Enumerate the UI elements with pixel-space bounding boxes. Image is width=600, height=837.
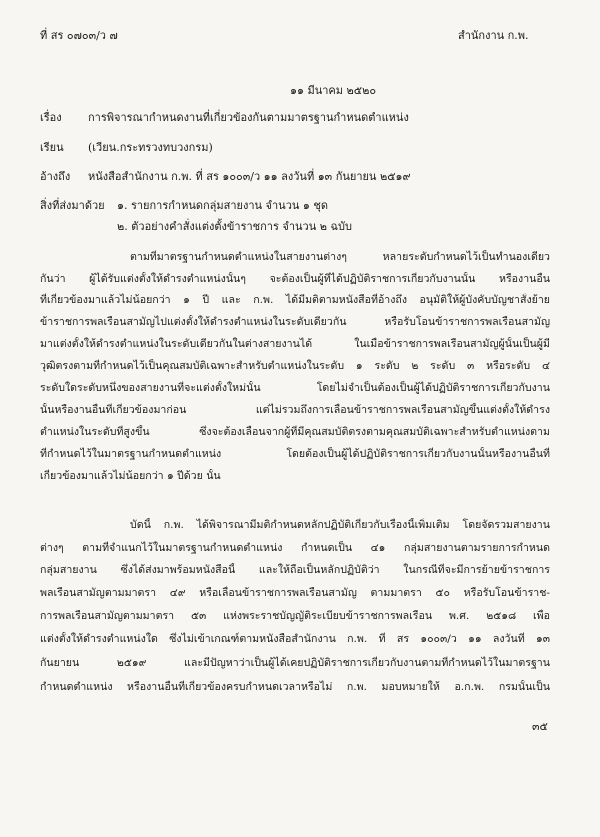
page-number: ๓๕ xyxy=(532,720,548,733)
reference-label: อ้างถึง xyxy=(40,170,71,183)
paragraph-1-line: ข้าราชการพลเรือนสามัญไปแต่งตั้งให้ดำรงตำแหน่งในระดับเดียวกัน หรือรับโอนข้าราชการพลเรือนสามัญ xyxy=(40,316,550,328)
paragraph-1-line: ตำแหน่งในระดับที่สูงขึ้น ซึ่งจะต้องเลื่อนจากผู้ที่มีคุณสมบัติตรงตามคุณสมบัติเฉพาะสำหรับตำแหน่งตาม xyxy=(40,426,550,438)
paragraph-2-line: การพลเรือนสามัญตามมาตรา ๕๓ แห่งพระราชบัญญัติระเบียบข้าราชการพลเรือน พ.ศ. ๒๕๑๘ เพื่อ xyxy=(40,610,550,622)
enclosure-item: ๒. ตัวอย่างคำสั่งแต่งตั้งข้าราชการ จำนวน ๒ ฉบับ xyxy=(117,220,352,233)
letter-date: ๑๑ มีนาคม ๒๕๒๐ xyxy=(290,84,377,97)
reference-value: หนังสือสำนักงาน ก.พ. ที่ สร ๑๐๐๓/ว ๑๑ ลงวันที่ ๑๓ กันยายน ๒๕๑๙ xyxy=(88,170,411,183)
subject-value: การพิจารณากำหนดงานที่เกี่ยวข้องกันตามมาตรฐานกำหนดตำแหน่ง xyxy=(88,111,409,124)
paragraph-1-line: กันว่า ผู้ได้รับแต่งตั้งให้ดำรงตำแหน่งนั้นๆ จะต้องเป็นผู้ที่ได้ปฏิบัติราชการเกี่ยวกับงานนั้น หรืองานอื่น xyxy=(40,273,550,285)
paragraph-2-line: กันยายน ๒๕๑๙ และมีปัญหาว่าเป็นผู้ได้เคยปฏิบัติราชการเกี่ยวกับงานตามที่กำหนดไว้ในมาตรฐาน xyxy=(40,657,550,669)
paragraph-2-line: กลุ่มสายงาน ซึ่งได้ส่งมาพร้อมหนังสือนี้ และให้ถือเป็นหลักปฏิบัติว่า ในกรณีที่จะมีการย้ายข้าราชการ xyxy=(40,564,550,576)
paragraph-2-line: กำหนดตำแหน่ง หรืองานอื่นที่เกี่ยวข้องครบกำหนดเวลาหรือไม่ ก.พ. มอบหมายให้ อ.ก.พ. กรมนั้นเป็น xyxy=(40,681,550,693)
issuing-office: สำนักงาน ก.พ. xyxy=(458,29,529,42)
reference-number: ที่ สร ๐๗๐๓/ว ๗ xyxy=(40,29,118,42)
enclosure-item: ๑. รายการกำหนดกลุ่มสายงาน จำนวน ๑ ชุด xyxy=(117,199,328,212)
paragraph-1-line: เกี่ยวข้องมาแล้วไม่น้อยกว่า ๑ ปีด้วย นั้น xyxy=(40,470,221,482)
paragraph-1-line: มาแต่งตั้งให้ดำรงตำแหน่งในระดับเดียวกันในต่างสายงานได้ ในเมื่อข้าราชการพลเรือนสามัญผู้นั้นเป็นผู้มี xyxy=(40,338,550,350)
recipient-label: เรียน xyxy=(40,141,64,154)
paragraph-2-line: แต่งตั้งให้ดำรงตำแหน่งใด ซึ่งไม่เข้าเกณฑ์ตามหนังสือสำนักงาน ก.พ. ที่ สร ๑๐๐๓/ว ๑๑ ลงวันที่ ๑๓ xyxy=(40,633,550,645)
enclosures-label: สิ่งที่ส่งมาด้วย xyxy=(40,199,105,212)
paragraph-1-line: ที่กำหนดไว้ในมาตรฐานกำหนดตำแหน่ง โดยต้องเป็นผู้ได้ปฏิบัติราชการเกี่ยวกับงานนั้นหรืองานอื่นที่ xyxy=(40,448,550,460)
paragraph-1-line: นั้นหรืองานอื่นที่เกี่ยวข้องมาก่อน แต่ไม่รวมถึงการเลื่อนข้าราชการพลเรือนสามัญขึ้นแต่งตั้งให้ดำรง xyxy=(40,404,550,416)
paragraph-1-line: ที่เกี่ยวข้องมาแล้วไม่น้อยกว่า ๑ ปี และ ก.พ. ได้มีมติตามหนังสือที่อ้างถึง อนุมัติให้ผู้บังคับบัญชาสั่งย้าย xyxy=(40,294,550,306)
paragraph-2-line: ต่างๆ ตามที่จำแนกไว้ในมาตรฐานกำหนดตำแหน่ง กำหนดเป็น ๔๑ กลุ่มสายงานตามรายการกำหนด xyxy=(40,542,550,554)
paragraph-1-line: ตามที่มาตรฐานกำหนดตำแหน่งในสายงานต่างๆ หลายระดับกำหนดไว้เป็นทำนองเดียว xyxy=(130,251,550,263)
paragraph-1-line: ระดับใดระดับหนึ่งของสายงานที่จะแต่งตั้งใหม่นั้น โดยไม่จำเป็นต้องเป็นผู้ได้ปฏิบัติราชการเกี่ยวกับงาน xyxy=(40,382,550,394)
paragraph-1-line: วุฒิตรงตามที่กำหนดไว้เป็นคุณสมบัติเฉพาะสำหรับตำแหน่งในระดับ ๑ ระดับ ๒ ระดับ ๓ หรือระดับ ๔ xyxy=(40,360,550,372)
subject-label: เรื่อง xyxy=(40,111,62,124)
paragraph-2-line: พลเรือนสามัญตามมาตรา ๔๙ หรือเลื่อนข้าราชการพลเรือนสามัญ ตามมาตรา ๕๐ หรือรับโอนข้าราช- xyxy=(40,587,550,599)
recipient-value: (เวียน.กระทรวงทบวงกรม) xyxy=(88,141,213,154)
paragraph-2-line: บัดนี้ ก.พ. ได้พิจารณามีมติกำหนดหลักปฏิบัติเกี่ยวกับเรื่องนี้เพิ่มเติม โดยจัดรวมสายงาน xyxy=(130,519,550,531)
